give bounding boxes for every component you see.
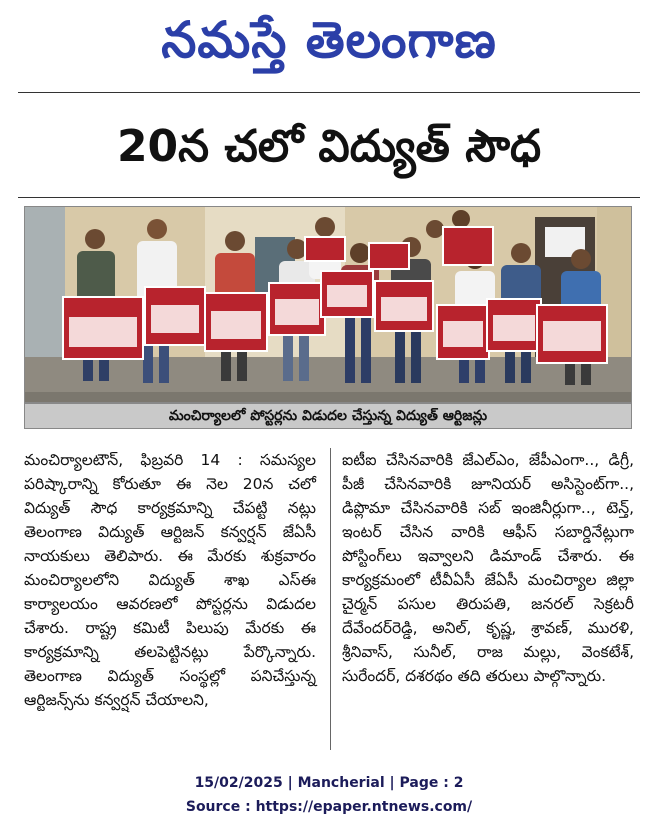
article-column-2: ఐటీఐ చేసినవారికి జేఎల్ఎం, జేపీఎంగా.., డిగ్రీ, పీజీ చేసినవారికి జూనియర్ అసిస్టెంట్‌గా.., డిప్లొమా చేసినవారికి సబ్ ఇంజినీర్లుగా.., టెన్త్, ఇంటర్ చేసిన వారికి ఆఫీస్ సబార్డినేట్లుగా పోస్టింగ్‌లు ఇవ్వాలని డిమాండ్‌ చేశారు. ఈ కార్యక్రమంలో టీవీఏసీ జేఏసీ మంచిర్యాల జిల్లా చైర్మన్ పసుల తిరుపతి, జనరల్ సెక్రటరీ దేవేందర్‌రెడ్డి, అనిల్, కృష్ణ, శ్రావణ్, మురళి, శ్రీనివాస్, సునీల్, రాజ మల్లు, వెంకటేశ్, సురేందర్, దశరథం తది తరులు పాల్గొన్నారు. bbox=[342, 451, 634, 685]
news-photo bbox=[24, 206, 632, 403]
photo-caption: మంచిర్యాలలో పోస్టర్లను విడుదల చేస్తున్న విద్యుత్ ఆర్టిజన్లు bbox=[24, 403, 632, 429]
headline-divider bbox=[18, 197, 640, 198]
masthead-divider bbox=[18, 92, 640, 93]
article-column-1: మంచిర్యాలటౌన్, ఫిబ్రవరి 14 : సమస్యల పరిష్కారాన్ని కోరుతూ ఈ నెల 20న చలో విద్యుత్ సౌధ కార్యక్రమాన్ని చేపట్టి నట్లు తెలంగాణ విద్యుత్ ఆర్టిజన్ కన్వర్షన్ జేఏసీ నాయకులు తెలిపారు. ఈ మేరకు శుక్రవారం మంచిర్యాలలోని విద్యుత్ శాఖ ఎస్ఈ కార్యాలయం ఆవరణలో పోస్టర్లను విడుదల చేశారు. రాష్ట్ర కమిటీ పిలుపు మేరకు ఈ కార్యక్రమాన్ని తలపెట్టినట్లు పేర్కొన్నారు. తెలంగాణ విద్యుత్ సంస్థల్లో పనిచేస్తున్న ఆర్టిజన్స్‌ను కన్వర్షన్ చేయాలని, bbox=[24, 451, 316, 709]
column-divider bbox=[330, 448, 331, 750]
masthead-logo: నమస్తే తెలంగాణ bbox=[161, 11, 497, 69]
edition-info: 15/02/2025 | Mancherial | Page : 2 bbox=[194, 775, 464, 791]
headline: 20న చలో విద్యుత్ సౌధ bbox=[116, 121, 542, 172]
source-link[interactable]: Source : https://epaper.ntnews.com/ bbox=[185, 799, 473, 815]
